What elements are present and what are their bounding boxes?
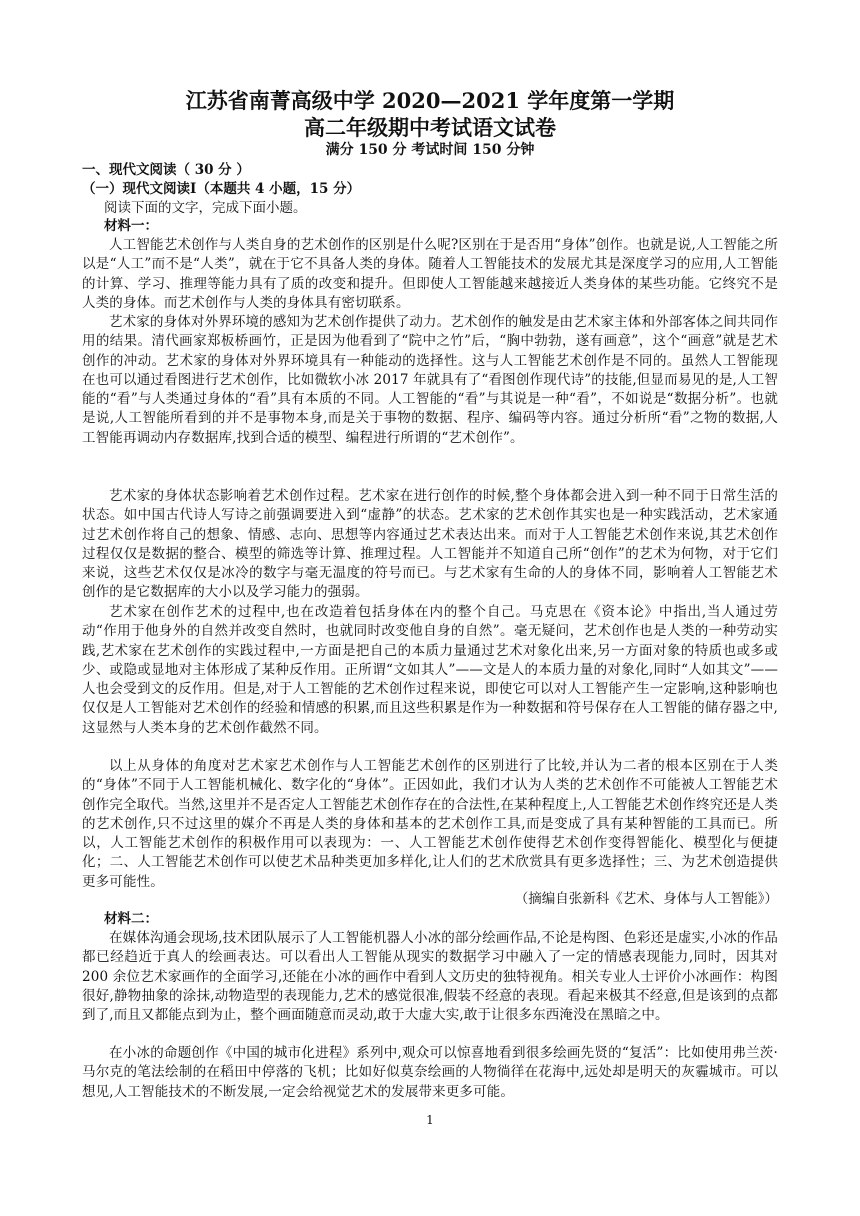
material1-paragraph-4: 艺术家在创作艺术的过程中,也在改造着包括身体在内的整个自己。马克思在《资本论》中指出,当人通过劳动“作用于他身外的自然并改变自然时，也就同时改变他自身的自然”。毫无疑问，艺术创作也是人类的一种劳动实践,艺术家在艺术创作的实践过程中,一方面是把自己的本质力量通过艺术对象化出来,另一方面对象的特质也或多或少、或隐或显地对主体形成了某种反作用。正所谓“文如其人”——文是人的本质力量的对象化,同时“人如其文”——人也会受到文的反作用。但是,对于人工智能的艺术创作过程来说，即使它可以对人工智能产生一定影响,这种影响也仅仅是人工智能对艺术创作的经验和情感的积累,而且这些积累是作为一种数据和符号保存在人工智能的储存器之中,这显然与人类本身的艺术创作截然不同。 <box>82 604 778 736</box>
material2-label: 材料二： <box>104 911 158 927</box>
material2-paragraph-1: 在媒体沟通会现场,技术团队展示了人工智能机器人小冰的部分绘画作品,不论是构图、色彩还是虚实,小冰的作品都已经趋近于真人的绘画表达。可以看出人工智能从现实的数据学习中融入了一定的情感表现能力,同时，因其对 200 余位艺术家画作的全面学习,还能在小冰的画作中看到人文历史的独特视角。相关专业人士评价小冰画作：构图很好,静物抽象的涂抹,动物造型的表现能力,艺术的感觉很准,假装不经意的表现。看起来极其不经意,但是该到的点都到了,而且又都能点到为止，整个画面随意而灵动,敢于大虚大实,敢于让很多东西淹没在黑暗之中。 <box>82 930 778 1024</box>
reading-instruction: 阅读下面的文字，完成下面小题。 <box>104 200 307 216</box>
exam-title-line2: 高二年级期中考试语文试卷 <box>304 115 556 140</box>
material1-paragraph-2: 艺术家的身体对外界环境的感知为艺术创作提供了动力。艺术创作的触发是由艺术家主体和外部客体之间共同作用的结果。清代画家郑板桥画竹，正是因为他看到了“院中之竹”后，“胸中勃勃，遂有画意”，这个“画意”就是艺术创作的冲动。艺术家的身体对外界环境具有一种能动的选择性。这与人工智能艺术创作是不同的。虽然人工智能现在也可以通过看图进行艺术创作，比如微软小冰 2017 年就具有了“看图创作现代诗”的技能,但显而易见的是,人工智能的“看”与人类通过身体的“看”具有本质的不同。人工智能的“看”与其说是一种“看”，不如说是“数据分析”。也就是说,人工智能所看到的并不是事物本身,而是关于事物的数据、程序、编码等内容。通过分析所“看”之物的数据,人工智能再调动内存数据库,找到合适的模型、编程进行所谓的“艺术创作”。 <box>82 314 778 446</box>
section-subheading: （一）现代文阅读Ⅰ（本题共 4 小题，15 分） <box>82 181 361 197</box>
material1-paragraph-3: 艺术家的身体状态影响着艺术创作过程。艺术家在进行创作的时候,整个身体都会进入到一种不同于日常生活的状态。如中国古代诗人写诗之前强调要进入到“虚静”的状态。艺术家的艺术创作其实也是一种实践活动，艺术家通过艺术创作将自己的想象、情感、志向、思想等内容通过艺术表达出来。而对于人工智能艺术创作来说,其艺术创作过程仅仅是数据的整合、模型的筛选等计算、推理过程。人工智能并不知道自己所“创作”的艺术为何物，对于它们来说，这些艺术仅仅是冰冷的数字与毫无温度的符号而已。与艺术家有生命的人的身体不同，影响着人工智能艺术创作的是它数据库的大小以及学习能力的强弱。 <box>82 488 778 601</box>
material1-source: （摘编自张新科《艺术、身体与人工智能》） <box>514 891 778 907</box>
material2-paragraph-2: 在小冰的命题创作《中国的城市化进程》系列中,观众可以惊喜地看到很多绘画先贤的“复活”：比如使用弗兰茨·马尔克的笔法绘制的在稻田中停落的飞机；比如好似莫奈绘画的人物徜徉在花海中,远处却是明天的灰霾城市。可以想见,人工智能技术的不断发展,一定会给视觉艺术的发展带来更多可能。 <box>82 1045 778 1100</box>
page-number: 1 <box>426 1113 434 1127</box>
material1-paragraph-1: 人工智能艺术创作与人类自身的艺术创作的区别是什么呢?区别在于是否用“身体”创作。也就是说,人工智能之所以是“人工”而不是“人类”，就在于它不具备人类的身体。随着人工智能技术的发展尤其是深度学习的应用,人工智能的计算、学习、推理等能力具有了质的改变和提升。但即使人工智能越来越接近人类身体的某些功能。它终究不是人类的身体。而艺术创作与人类的身体具有密切联系。 <box>82 237 778 311</box>
exam-title-line1: 江苏省南菁高级中学 2020—2021 学年度第一学期 <box>185 88 675 113</box>
section-heading: 一、现代文阅读（ 30 分 ） <box>82 162 250 178</box>
material1-label: 材料一： <box>104 218 158 234</box>
material1-paragraph-5: 以上从身体的角度对艺术家艺术创作与人工智能艺术创作的区别进行了比较,并认为二者的根本区别在于人类的“身体”不同于人工智能机械化、数字化的“身体”。正因如此，我们才认为人类的艺术创作不可能被人工智能艺术创作完全取代。当然,这里并不是否定人工智能艺术创作存在的合法性,在某种程度上,人工智能艺术创作终究还是人类的艺术创作,只不过这里的媒介不再是人类的身体和基本的艺术创作工具,而是变成了具有某种智能的工具而已。所以，人工智能艺术创作的积极作用可以表现为：一、人工智能艺术创作使得艺术创作变得智能化、模型化与便捷化；二、人工智能艺术创作可以使艺术品种类更加多样化,让人们的艺术欣赏具有更多选择性；三、为艺术创造提供更多可能性。 <box>82 758 778 890</box>
exam-subtitle: 满分 150 分 考试时间 150 分钟 <box>325 142 535 158</box>
